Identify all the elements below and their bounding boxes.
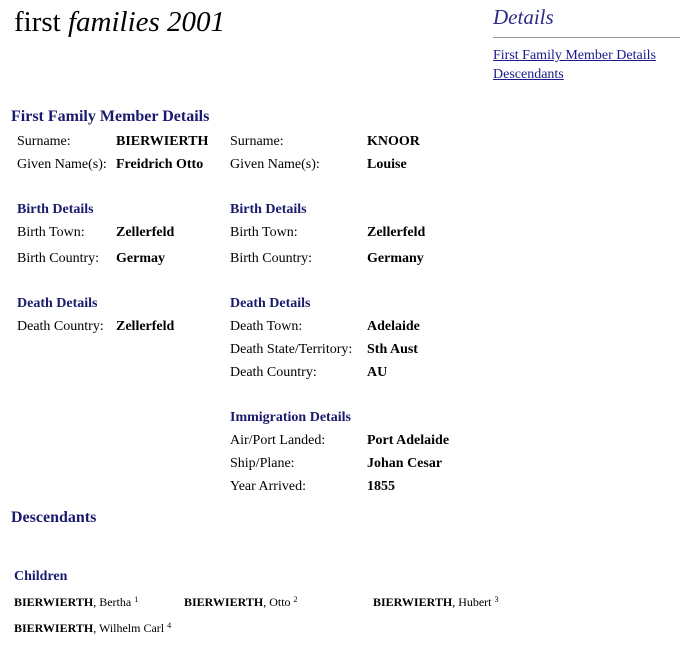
p1-birth-heading: Birth Details xyxy=(17,202,94,217)
child-ref: 4 xyxy=(167,621,172,630)
p2-year-value: 1855 xyxy=(367,479,395,494)
child-ref: 1 xyxy=(134,595,139,604)
p1-birth-country-label: Birth Country: xyxy=(17,251,100,266)
descendants-heading: Descendants xyxy=(11,509,97,526)
p2-death-town-label: Death Town: xyxy=(230,319,303,334)
child-item xyxy=(184,594,298,610)
p1-death-country-value: Zellerfeld xyxy=(116,319,175,334)
p2-birth-town-label: Birth Town: xyxy=(230,225,298,240)
p2-death-state-value: Sth Aust xyxy=(367,342,418,357)
title-italic: families 2001 xyxy=(67,6,226,38)
p2-death-country-label: Death Country: xyxy=(230,365,317,380)
p1-surname-label: Surname: xyxy=(17,134,71,149)
child-surname: BIERWIERTH xyxy=(14,621,94,635)
page-title xyxy=(14,4,225,40)
p2-port-value: Port Adelaide xyxy=(367,433,450,448)
p2-surname-value: KNOOR xyxy=(367,134,420,149)
child-given: , Otto xyxy=(263,595,291,609)
p2-birth-country-label: Birth Country: xyxy=(230,251,313,266)
child-ref: 2 xyxy=(293,595,298,604)
nav-link-member-details[interactable]: First Family Member Details xyxy=(493,48,656,63)
p2-ship-label: Ship/Plane: xyxy=(230,456,295,471)
child-surname: BIERWIERTH xyxy=(373,595,453,609)
p2-death-town-value: Adelaide xyxy=(367,319,420,334)
p1-birth-country-value: Germay xyxy=(116,251,165,266)
p1-given-label: Given Name(s): xyxy=(17,157,107,172)
nav-link-descendants[interactable]: Descendants xyxy=(493,67,564,82)
p2-death-heading: Death Details xyxy=(230,296,311,311)
child-item xyxy=(14,620,171,636)
p1-death-country-label: Death Country: xyxy=(17,319,104,334)
p2-birth-town-value: Zellerfeld xyxy=(367,225,426,240)
title-plain: first xyxy=(14,6,61,38)
p2-ship-value: Johan Cesar xyxy=(367,456,443,471)
children-heading: Children xyxy=(14,569,68,584)
p2-given-label: Given Name(s): xyxy=(230,157,320,172)
nav-heading: Details xyxy=(493,5,554,29)
p2-given-value: Louise xyxy=(367,157,407,172)
child-surname: BIERWIERTH xyxy=(14,595,94,609)
member-section-heading: First Family Member Details xyxy=(11,108,210,125)
p2-year-label: Year Arrived: xyxy=(230,479,306,494)
child-given: , Hubert xyxy=(452,595,492,609)
p1-birth-town-label: Birth Town: xyxy=(17,225,85,240)
p1-surname-value: BIERWIERTH xyxy=(116,134,209,149)
child-given: , Wilhelm Carl xyxy=(93,621,165,635)
p2-death-country-value: AU xyxy=(367,365,388,380)
nav-divider xyxy=(493,37,680,38)
p1-given-value: Freidrich Otto xyxy=(116,157,204,172)
p2-port-label: Air/Port Landed: xyxy=(230,433,326,448)
child-surname: BIERWIERTH xyxy=(184,595,264,609)
p2-birth-country-value: Germany xyxy=(367,251,424,266)
p2-birth-heading: Birth Details xyxy=(230,202,307,217)
p2-death-state-label: Death State/Territory: xyxy=(230,342,353,357)
child-ref: 3 xyxy=(494,595,499,604)
p2-immigration-heading: Immigration Details xyxy=(230,410,351,425)
child-given: , Bertha xyxy=(93,595,132,609)
child-item xyxy=(373,594,499,610)
p1-death-heading: Death Details xyxy=(17,296,98,311)
p1-birth-town-value: Zellerfeld xyxy=(116,225,175,240)
child-item xyxy=(14,594,138,610)
p2-surname-label: Surname: xyxy=(230,134,284,149)
